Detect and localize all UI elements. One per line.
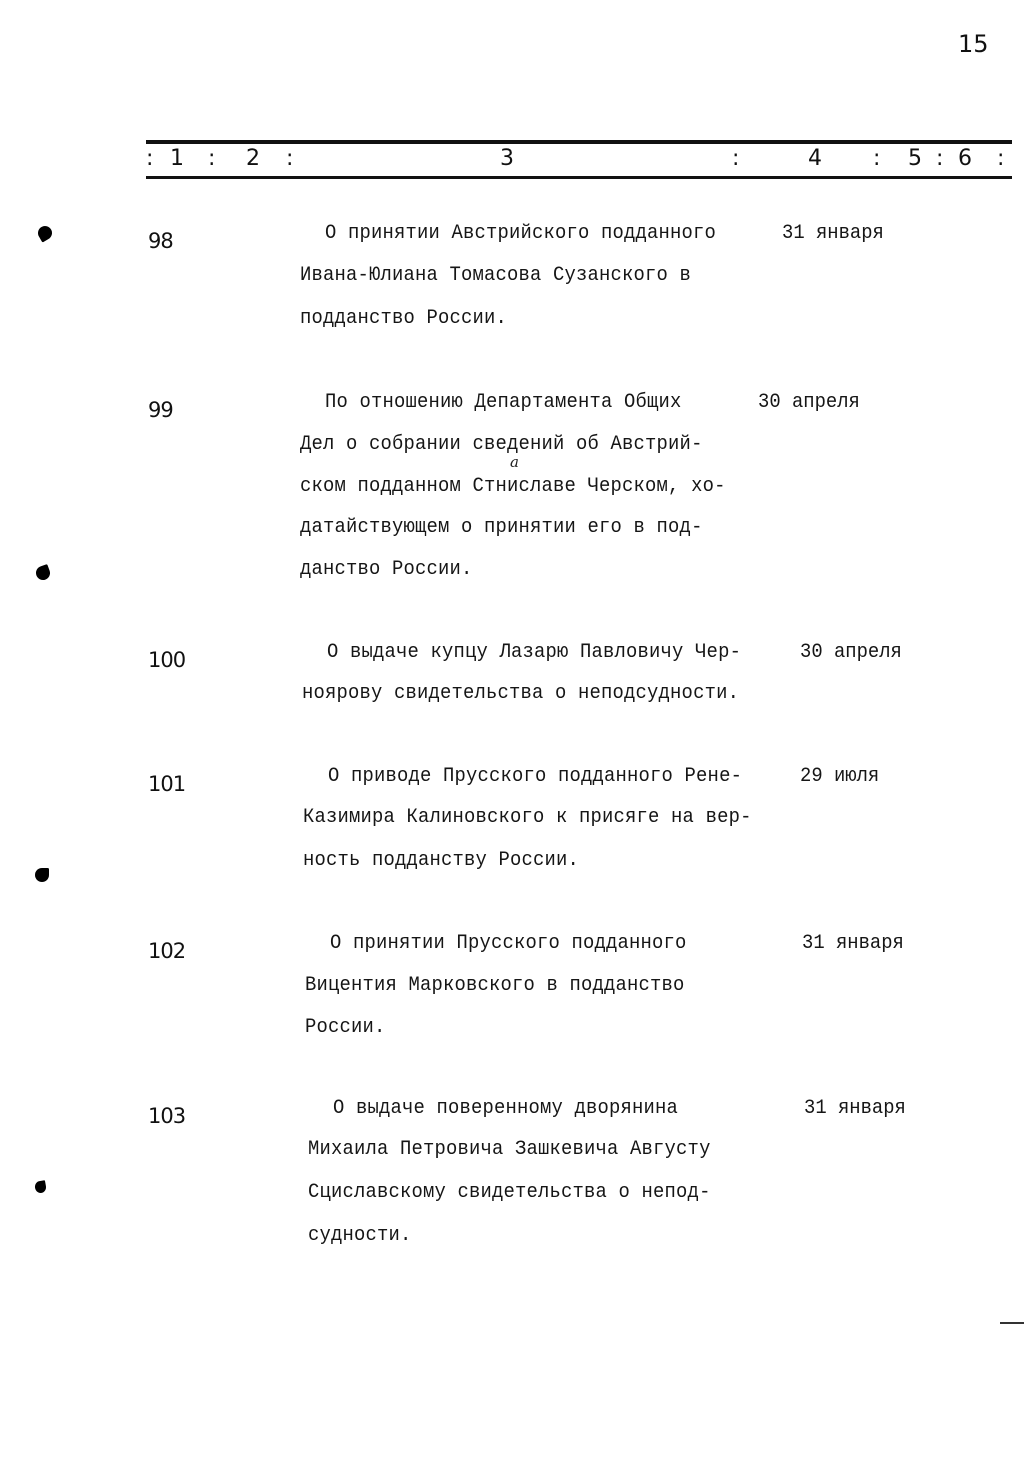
entry-text-line: Сциславскому свидетельства о непод-: [308, 1181, 711, 1204]
entry-text-line: данство России.: [300, 558, 473, 581]
entry-text-line: датайствующем о принятии его в под-: [300, 516, 703, 539]
entry-number: 102: [148, 939, 186, 963]
entry-text-line: По отношению Департамента Общих: [325, 391, 682, 414]
entry-text-line: О выдаче купцу Лазарю Павловичу Чер-: [327, 641, 742, 664]
entry-date: 31 января: [802, 932, 904, 955]
column-header-5: 5: [908, 146, 922, 171]
column-header-3: 3: [500, 146, 514, 171]
entry-text-line: О принятии Австрийского подданного: [325, 222, 717, 245]
entry-date: 30 апреля: [758, 391, 860, 414]
column-separator: :: [732, 146, 740, 171]
entry-date: 29 июля: [800, 765, 880, 788]
entry-text-line: О выдаче поверенному дворянина: [333, 1097, 679, 1120]
entry-text-line: ском подданном Стниславе Черском, хо-: [300, 475, 726, 498]
entry-text-line: ноярову свидетельства о неподсудности.: [302, 682, 740, 705]
entry-text-line: Ивана-Юлиана Томасова Сузанского в: [300, 264, 692, 287]
column-separator: :: [997, 146, 1005, 171]
entry-date: 30 апреля: [800, 641, 902, 664]
column-separator: :: [936, 146, 944, 171]
entry-text-line: подданство России.: [300, 307, 508, 330]
entry-text-line: ность подданству России.: [303, 849, 580, 872]
entry-number: 98: [148, 229, 173, 253]
column-header-6: 6: [958, 146, 972, 171]
column-separator: :: [286, 146, 294, 171]
entry-number: 103: [148, 1104, 186, 1128]
punch-mark-icon: [34, 1180, 47, 1194]
column-separator: :: [208, 146, 216, 171]
header-rule-bottom: [146, 176, 1012, 179]
entry-text-line: Дел о собрании сведений об Австрий-: [300, 433, 703, 456]
entry-text-line: Казимира Калиновского к присяге на вер-: [303, 806, 752, 829]
handwritten-correction: а: [510, 453, 519, 471]
entry-text-line: О приводе Прусского подданного Рене-: [328, 765, 743, 788]
scan-artifact-line: [1000, 1322, 1024, 1324]
column-header-2: 2: [246, 146, 260, 171]
entry-date: 31 января: [804, 1097, 906, 1120]
entry-text-line: России.: [305, 1016, 386, 1039]
entry-text-line: О принятии Прусского подданного: [330, 932, 687, 955]
punch-mark-icon: [35, 223, 54, 242]
entry-date: 31 января: [782, 222, 884, 245]
punch-mark-icon: [35, 868, 49, 882]
column-separator: :: [873, 146, 881, 171]
column-header-1: 1: [170, 146, 184, 171]
entry-number: 99: [148, 398, 173, 422]
entry-text-line: Вицентия Марковского в подданство: [305, 974, 685, 997]
entry-number: 101: [148, 772, 186, 796]
entry-number: 100: [148, 648, 186, 672]
page-number: 15: [958, 30, 989, 58]
header-rule-top: [146, 140, 1012, 144]
entry-text-line: судности.: [308, 1224, 412, 1247]
column-header-4: 4: [808, 146, 822, 171]
entry-text-line: Михаила Петровича Зашкевича Августу: [308, 1138, 711, 1161]
punch-mark-icon: [34, 564, 52, 582]
column-separator: :: [146, 146, 154, 171]
